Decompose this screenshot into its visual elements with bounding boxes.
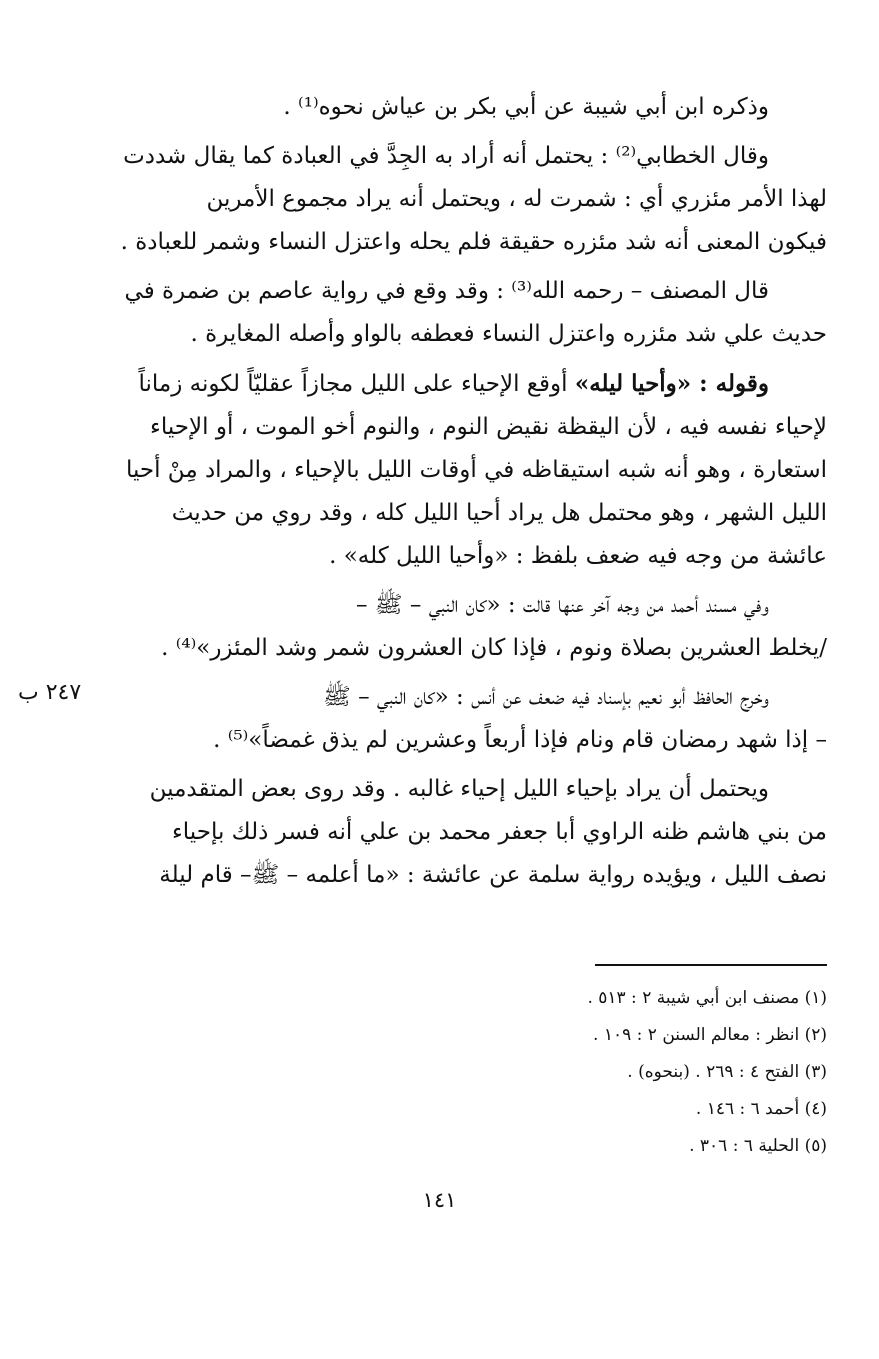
text-line: لإحياء نفسه فيه ، لأن اليقظة نقيض النوم ، والنوم أخو الموت ، أو الإحياء: [150, 414, 827, 440]
text-line: استعارة ، وهو أنه شبه استيقاظه في أوقات الليل بالإحياء ، والمراد مِنْ أحيا: [125, 457, 827, 483]
text-line: قال المصنف – رحمه الله⁽³⁾ : وقد وقع في رواية عاصم بن ضمرة في: [124, 278, 769, 304]
text-line: الليل الشهر ، وهو محتمل هل يراد أحيا الليل كله ، وقد روي من حديث: [171, 500, 827, 526]
text-line: وخرج الحافظ أبو نعيم بإسناد فيه ضعف عن أنس : «كان النبي – ﷺ: [322, 684, 769, 710]
footnote-item: (٢) انظر : معالم السنن ٢ : ١٠٩ .: [593, 1025, 827, 1045]
footnotes-list: [57, 980, 827, 1165]
text-line: /يخلط العشرين بصلاة ونوم ، فإذا كان العشرون شمر وشد المئزر»⁽⁴⁾ .: [161, 635, 827, 661]
text-line: وذكره ابن أبي شيبة عن أبي بكر بن عياش نحوه⁽¹⁾ .: [283, 94, 769, 120]
footnote-item: (٣) الفتح ٤ : ٢٦٩ . (بنحوه) .: [627, 1062, 827, 1082]
paragraph-1: [57, 86, 827, 129]
text-line: وقال الخطابي⁽²⁾ : يحتمل أنه أراد به الجِدَّ في العبادة كما يقال شددت: [123, 143, 769, 169]
text-line: عائشة من وجه فيه ضعف بلفظ : «وأحيا الليل كله» .: [329, 543, 827, 569]
text-line: نصف الليل ، ويؤيده رواية سلمة عن عائشة : «ما أعلمه – ﷺ– قام ليلة: [159, 862, 827, 888]
footnote-item: (٥) الحلية ٦ : ٣٠٦ .: [689, 1136, 827, 1156]
text-line: [57, 362, 827, 406]
manuscript-folio-marker: ٢٤٧ ب: [18, 680, 82, 705]
page-number: ١٤١: [422, 1188, 457, 1212]
quoted-phrase: وقوله : «وأحيا ليله»: [574, 370, 769, 397]
paragraph-3: [57, 270, 827, 356]
footnote-separator: [595, 964, 827, 966]
paragraph-6: [57, 676, 827, 762]
text-line: ويحتمل أن يراد بإحياء الليل إحياء غالبه . وقد روى بعض المتقدمين: [149, 776, 769, 802]
text-line: فيكون المعنى أنه شد مئزره حقيقة فلم يحله واعتزل النساء وشمر للعبادة .: [120, 229, 827, 255]
paragraph-7: [57, 768, 827, 897]
paragraph-4: [57, 362, 827, 578]
paragraph-5: [57, 584, 827, 670]
footnote-item: (١) مصنف ابن أبي شيبة ٢ : ٥١٣ .: [587, 988, 827, 1008]
text-segment: أوقع الإحياء على الليل مجازاً عقليّاً لكونه زماناً: [138, 371, 575, 397]
paragraph-2: [57, 135, 827, 264]
text-line: حديث علي شد مئزره واعتزل النساء فعطفه بالواو وأصله المغايرة .: [190, 321, 827, 347]
text-line: – إذا شهد رمضان قام ونام فإذا أربعاً وعشرين لم يذق غمضاً»⁽⁵⁾ .: [213, 727, 827, 753]
text-line: لهذا الأمر مئزري أي : شمرت له ، ويحتمل أنه يراد مجموع الأمرين: [206, 186, 827, 212]
text-line: من بني هاشم ظنه الراوي أبا جعفر محمد بن علي أنه فسر ذلك بإحياء: [171, 819, 827, 845]
footnote-item: (٤) أحمد ٦ : ١٤٦ .: [695, 1099, 827, 1119]
main-text: [57, 86, 827, 903]
text-line: وفي مسند أحمد من وجه آخر عنها قالت : «كان النبي – ﷺ –: [356, 592, 769, 618]
